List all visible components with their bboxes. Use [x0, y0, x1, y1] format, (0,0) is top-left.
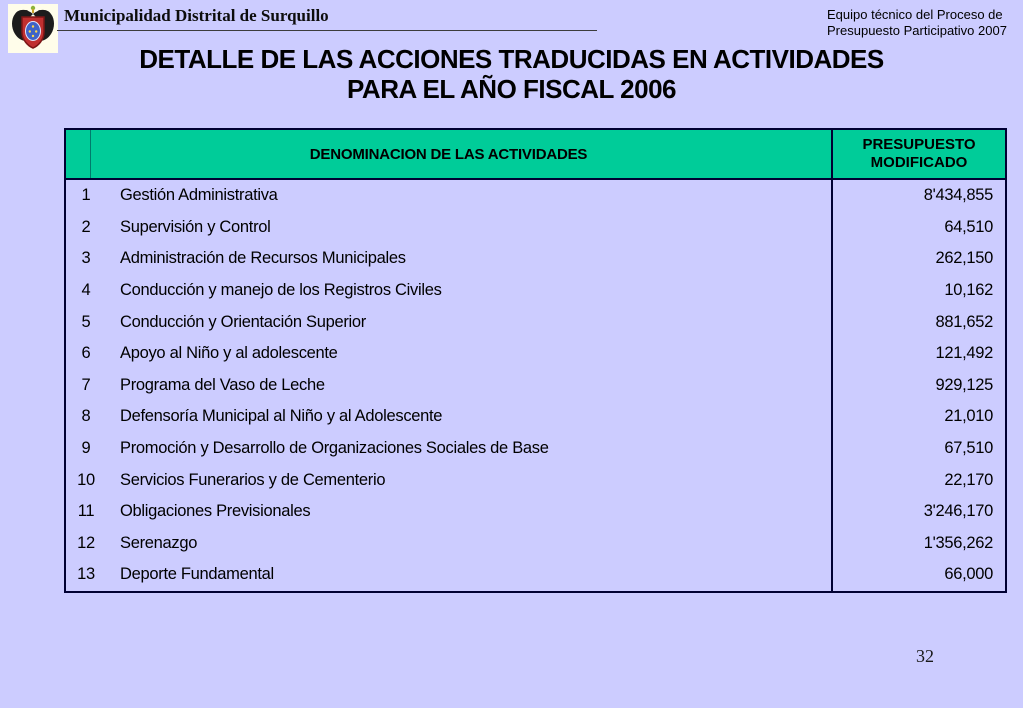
row-number: 3: [81, 249, 91, 268]
table-body: [66, 180, 1005, 591]
table-row: [66, 243, 1005, 275]
row-number: 7: [81, 375, 91, 394]
activity-name: Conducción y manejo de los Registros Civiles: [120, 281, 442, 300]
page-number: 32: [916, 646, 934, 666]
column-header-budget-line2: MODIFICADO: [870, 154, 968, 171]
amount-value: 64,510: [831, 212, 1005, 244]
row-number: 13: [77, 565, 95, 584]
table-row: [66, 180, 1005, 212]
table-row: [66, 559, 1005, 591]
amount-value: 121,492: [831, 338, 1005, 370]
page-title-line1: DETALLE DE LAS ACCIONES TRADUCIDAS EN ACTIVIDADES: [139, 44, 884, 74]
table-row: [66, 212, 1005, 244]
row-number: 6: [81, 344, 91, 363]
activity-name: Supervisión y Control: [120, 217, 271, 236]
amount-value: 929,125: [831, 370, 1005, 402]
row-number: 12: [77, 533, 95, 552]
header-rule: [57, 30, 597, 31]
amount-value: 881,652: [831, 306, 1005, 338]
activity-name: Obligaciones Previsionales: [120, 502, 311, 521]
header-number-divider: [90, 130, 91, 178]
row-number: 11: [77, 502, 95, 521]
page-title-line2: PARA EL AÑO FISCAL 2006: [347, 74, 676, 104]
activity-name: Apoyo al Niño y al adolescente: [120, 344, 338, 363]
table-row: [66, 496, 1005, 528]
table-row: [66, 370, 1005, 402]
amount-value: 66,000: [831, 559, 1005, 591]
row-number: 10: [77, 470, 95, 489]
credits-block: [827, 7, 1007, 39]
column-header-activities: DENOMINACION DE LAS ACTIVIDADES: [309, 145, 588, 163]
credits-line2: Presupuesto Participativo 2007: [827, 23, 1007, 38]
row-number: 1: [81, 186, 91, 205]
activity-name: Programa del Vaso de Leche: [120, 375, 325, 394]
amount-value: 1'356,262: [831, 528, 1005, 560]
row-number: 2: [81, 217, 91, 236]
activity-name: Servicios Funerarios y de Cementerio: [120, 470, 386, 489]
table-header-row: [66, 130, 1005, 180]
amount-value: 10,162: [831, 275, 1005, 307]
table-row: [66, 528, 1005, 560]
credits-line1: Equipo técnico del Proceso de: [827, 7, 1003, 22]
amount-value: 3'246,170: [831, 496, 1005, 528]
amount-value: 21,010: [831, 401, 1005, 433]
row-number: 9: [81, 439, 91, 458]
amount-value: 22,170: [831, 464, 1005, 496]
table-row: [66, 306, 1005, 338]
page-title: [0, 44, 1023, 104]
budget-table: [64, 128, 1007, 593]
table-row: [66, 338, 1005, 370]
column-header-budget-line1: PRESUPUESTO: [862, 136, 976, 153]
amount-value: 262,150: [831, 243, 1005, 275]
row-number: 4: [81, 281, 91, 300]
org-name: Municipalidad Distrital de Surquillo: [64, 6, 329, 25]
column-header-budget: [831, 130, 1005, 178]
table-row: [66, 275, 1005, 307]
row-number: 5: [81, 312, 91, 331]
activity-name: Administración de Recursos Municipales: [120, 249, 406, 268]
activity-name: Promoción y Desarrollo de Organizaciones Sociales de Base: [120, 439, 549, 458]
table-row: [66, 401, 1005, 433]
activity-name: Gestión Administrativa: [120, 186, 278, 205]
amount-value: 8'434,855: [831, 180, 1005, 212]
activity-name: Conducción y Orientación Superior: [120, 312, 366, 331]
table-row: [66, 433, 1005, 465]
activity-name: Deporte Fundamental: [120, 565, 274, 584]
activity-name: Defensoría Municipal al Niño y al Adolescente: [120, 407, 443, 426]
amount-value: 67,510: [831, 433, 1005, 465]
table-row: [66, 464, 1005, 496]
activity-name: Serenazgo: [120, 533, 198, 552]
row-number: 8: [81, 407, 91, 426]
